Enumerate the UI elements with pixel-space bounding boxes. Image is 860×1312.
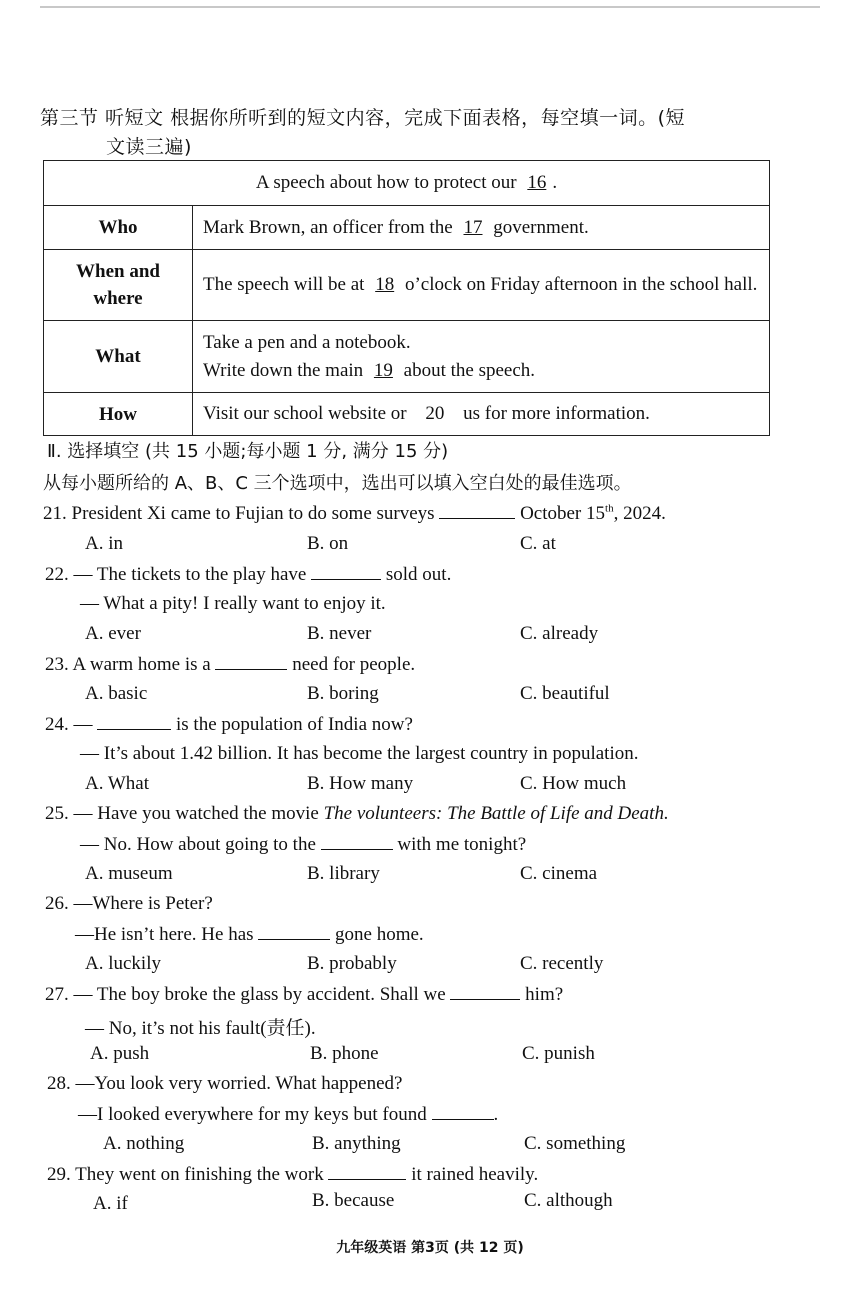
row-content-how xyxy=(193,393,770,436)
question-25 xyxy=(45,803,669,825)
option-b[interactable]: B. How many xyxy=(307,773,414,794)
q-text: need for people. xyxy=(292,654,416,675)
row-label-what: What xyxy=(44,321,193,393)
q-text: — Have you watched the movie xyxy=(73,803,324,824)
row-content-when-where xyxy=(193,250,770,321)
text: Mark Brown, an officer from the xyxy=(203,216,453,238)
q-text: —He isn’t here. He has xyxy=(75,924,254,945)
section3-heading xyxy=(40,104,780,162)
part2-instruction: 从每小题所给的 A、B、C 三个选项中，选出可以填入空白处的最佳选项。 xyxy=(43,473,632,494)
answer-blank[interactable] xyxy=(215,653,287,670)
text: The speech will be at xyxy=(203,274,365,295)
answer-blank[interactable] xyxy=(311,563,381,580)
question-28 xyxy=(47,1073,402,1095)
q-text: A warm home is a xyxy=(72,654,211,675)
option-a[interactable]: A. ever xyxy=(85,623,141,644)
question-23 xyxy=(45,653,415,676)
option-b[interactable]: B. anything xyxy=(312,1133,401,1154)
option-a[interactable]: A. push xyxy=(90,1043,150,1064)
header-text: A speech about how to protect our xyxy=(255,172,517,193)
blank-17[interactable]: 17 xyxy=(463,216,483,238)
text: Take a pen and a notebook. xyxy=(203,331,411,353)
label: When and where xyxy=(76,261,160,309)
q-number: 29. xyxy=(47,1164,71,1185)
q-number: 22. xyxy=(45,564,69,585)
answer-blank[interactable] xyxy=(450,983,520,1000)
text: us for more information. xyxy=(463,403,650,424)
q-text: gone home. xyxy=(335,924,424,945)
option-a[interactable]: A. in xyxy=(85,533,123,554)
row-label-who: Who xyxy=(44,206,193,250)
question-24 xyxy=(45,713,413,736)
option-c[interactable]: C. already xyxy=(520,623,599,644)
q-text: — The boy broke the glass by accident. Shall we xyxy=(73,984,446,1005)
q-number: 25. xyxy=(45,803,69,824)
page-footer: 九年级英语 第3页 (共 12 页) xyxy=(336,1240,524,1256)
option-b[interactable]: B. probably xyxy=(307,953,397,974)
option-a[interactable]: A. museum xyxy=(85,863,173,884)
text: government. xyxy=(493,216,589,238)
answer-blank[interactable] xyxy=(258,923,330,940)
row-label-how: How xyxy=(44,393,193,436)
q-line2 xyxy=(75,923,424,946)
section3-title-line2: 文读三遍) xyxy=(106,136,192,158)
header-end: . xyxy=(552,172,558,193)
option-c[interactable]: C. although xyxy=(524,1190,613,1211)
blank-16[interactable]: 16 xyxy=(527,172,547,193)
q-text: with me tonight? xyxy=(397,834,527,855)
superscript: th xyxy=(605,502,614,515)
q-text: They went on finishing the work xyxy=(75,1164,324,1185)
option-b[interactable]: B. never xyxy=(307,623,372,644)
text: o’clock on Friday afternoon in the school hall. xyxy=(404,274,758,295)
q-number: 23. xyxy=(45,654,69,675)
option-c[interactable]: C. cinema xyxy=(520,863,598,884)
answer-blank[interactable] xyxy=(97,713,171,730)
q-text: him? xyxy=(525,984,564,1005)
blank-20[interactable]: 20 xyxy=(425,403,445,424)
q-text: —Where is Peter? xyxy=(73,893,213,914)
q-text: is the population of India now? xyxy=(176,714,413,735)
question-22 xyxy=(45,563,451,586)
top-rule xyxy=(40,6,820,18)
table-header-cell xyxy=(44,161,770,206)
q-text: —You look very worried. What happened? xyxy=(75,1073,403,1094)
q-line2: — What a pity! I really want to enjoy it. xyxy=(80,593,386,614)
option-a[interactable]: A. if xyxy=(93,1193,128,1214)
text: Write down the main xyxy=(203,359,364,381)
part2-title: Ⅱ. 选择填空 (共 15 小题;每小题 1 分, 满分 15 分) xyxy=(47,441,449,462)
option-c[interactable]: C. punish xyxy=(522,1043,595,1064)
option-c[interactable]: C. something xyxy=(524,1133,626,1154)
text: Visit our school website or xyxy=(203,403,407,424)
q-number: 24. xyxy=(45,714,69,735)
option-b[interactable]: B. because xyxy=(312,1190,395,1211)
q-line2 xyxy=(80,833,526,856)
answer-blank[interactable] xyxy=(439,502,515,519)
option-a[interactable]: A. basic xyxy=(85,683,148,704)
q-number: 26. xyxy=(45,893,69,914)
option-c[interactable]: C. at xyxy=(520,533,556,554)
option-a[interactable]: A. nothing xyxy=(103,1133,185,1154)
q-line2 xyxy=(78,1103,498,1126)
q-text: President Xi came to Fujian to do some surveys xyxy=(71,503,435,524)
listening-table xyxy=(43,160,770,436)
option-c[interactable]: C. How much xyxy=(520,773,627,794)
option-c[interactable]: C. beautiful xyxy=(520,683,610,704)
answer-blank[interactable] xyxy=(432,1103,494,1120)
row-content-what xyxy=(193,321,770,393)
q-text: — No. How about going to the xyxy=(80,834,316,855)
option-a[interactable]: A. luckily xyxy=(85,953,161,974)
question-27 xyxy=(45,983,563,1006)
blank-18[interactable]: 18 xyxy=(375,274,395,295)
q-text: —I looked everywhere for my keys but found xyxy=(78,1104,427,1125)
text: about the speech. xyxy=(403,359,536,381)
option-b[interactable]: B. library xyxy=(307,863,380,884)
q-text: October 15 xyxy=(520,503,606,524)
option-b[interactable]: B. phone xyxy=(310,1043,379,1064)
row-label-when-where xyxy=(44,250,193,321)
q-text: — xyxy=(73,714,93,735)
movie-title: The volunteers: The Battle of Life and Death. xyxy=(323,803,669,824)
option-b[interactable]: B. on xyxy=(307,533,349,554)
question-26 xyxy=(45,893,213,915)
q-number: 28. xyxy=(47,1073,71,1094)
q-line2: — It’s about 1.42 billion. It has become the largest country in population. xyxy=(80,743,639,764)
q-text: sold out. xyxy=(385,564,452,585)
q-line2: — No, it’s not his fault(责任). xyxy=(85,1018,316,1039)
row-content-who xyxy=(193,206,770,250)
option-a[interactable]: A. What xyxy=(85,773,150,794)
option-c[interactable]: C. recently xyxy=(520,953,604,974)
q-text: it rained heavily. xyxy=(411,1164,539,1185)
option-b[interactable]: B. boring xyxy=(307,683,379,704)
q-number: 27. xyxy=(45,984,69,1005)
q-text: . xyxy=(493,1104,499,1125)
blank-19[interactable]: 19 xyxy=(373,359,393,381)
section3-title-line1: 第三节 听短文 根据你所听到的短文内容，完成下面表格，每空填一词。(短 xyxy=(40,107,685,129)
q-number: 21. xyxy=(43,503,67,524)
q-text: — The tickets to the play have xyxy=(73,564,307,585)
answer-blank[interactable] xyxy=(321,833,393,850)
question-21 xyxy=(43,502,666,525)
q-text: , 2024. xyxy=(613,503,666,524)
question-29 xyxy=(47,1163,538,1186)
answer-blank[interactable] xyxy=(328,1163,406,1180)
